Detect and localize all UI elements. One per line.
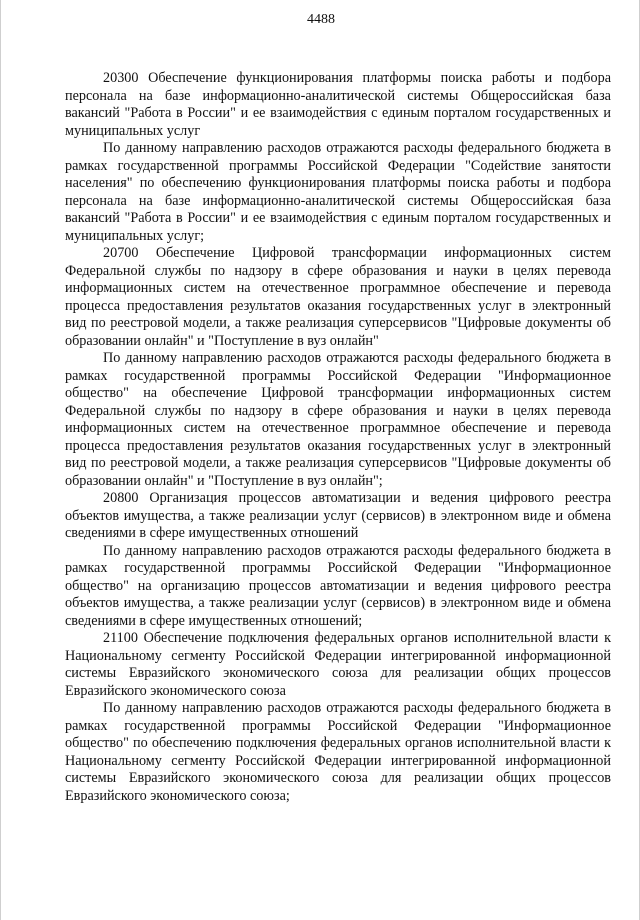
page-number: 4488 bbox=[307, 12, 335, 27]
paragraph-20700-description: По данному направлению расходов отражаются расходы федерального бюджета в рамках государственной программы Российской Федерации "Информационное общество" на обеспечение Цифровой трансформации информационных систем Федеральной службы по надзору в сфере образования и науки в целях перевода информационных систем на отечественное программное обеспечение и перевода процесса предоставления результатов оказания государственных услуг в электронный вид по реестровой модели, а также реализация суперсервисов "Цифровые документы об образовании онлайн" и "Поступление в вуз онлайн"; bbox=[65, 350, 611, 489]
paragraph-20800-description: По данному направлению расходов отражаются расходы федерального бюджета в рамках государственной программы Российской Федерации "Информационное общество" на организацию процессов автоматизации и ведения цифрового реестра объектов имущества, а также реализации услуг (сервисов) в электронном виде и обмена сведениями в сфере имущественных отношений; bbox=[65, 542, 611, 629]
paragraph-21100-heading: 21100 Обеспечение подключения федеральных органов исполнительной власти к Национальному сегменту Российской Федерации интегрированной информационной системы Евразийского экономического союза для реализации общих процессов Евразийского экономического союза bbox=[65, 630, 611, 699]
paragraph-21100-description: По данному направлению расходов отражаются расходы федерального бюджета в рамках государственной программы Российской Федерации "Информационное общество" по обеспечению подключения федеральных органов исполнительной власти к Национальному сегменту Российской Федерации интегрированной информационной системы Евразийского экономического союза для реализации общих процессов Евразийского экономического союза; bbox=[65, 700, 611, 804]
paragraph-20300-heading: 20300 Обеспечение функционирования платформы поиска работы и подбора персонала на базе информационно-аналитической системы Общероссийская база вакансий "Работа в России" и ее взаимодействия с единым порталом государственных и муниципальных услуг bbox=[65, 70, 611, 139]
document-body bbox=[65, 70, 611, 805]
paragraph-20800-heading: 20800 Организация процессов автоматизации и ведения цифрового реестра объектов имущества, а также реализации услуг (сервисов) в электронном виде и обмена сведениями в сфере имущественных отношений bbox=[65, 490, 611, 541]
paragraph-20700-heading: 20700 Обеспечение Цифровой трансформации информационных систем Федеральной службы по надзору в сфере образования и науки в целях перевода информационных систем на отечественное программное обеспечение и перевода процесса предоставления результатов оказания государственных услуг в электронный вид по реестровой модели, а также реализация суперсервисов "Цифровые документы об образовании онлайн" и "Поступление в вуз онлайн" bbox=[65, 245, 611, 349]
paragraph-20300-description: По данному направлению расходов отражаются расходы федерального бюджета в рамках государственной программы Российской Федерации "Содействие занятости населения" по обеспечению функционирования платформы поиска работы и подбора персонала на базе информационно-аналитической системы Общероссийская база вакансий "Работа в России" и ее взаимодействия с единым порталом государственных и муниципальных услуг; bbox=[65, 140, 611, 244]
